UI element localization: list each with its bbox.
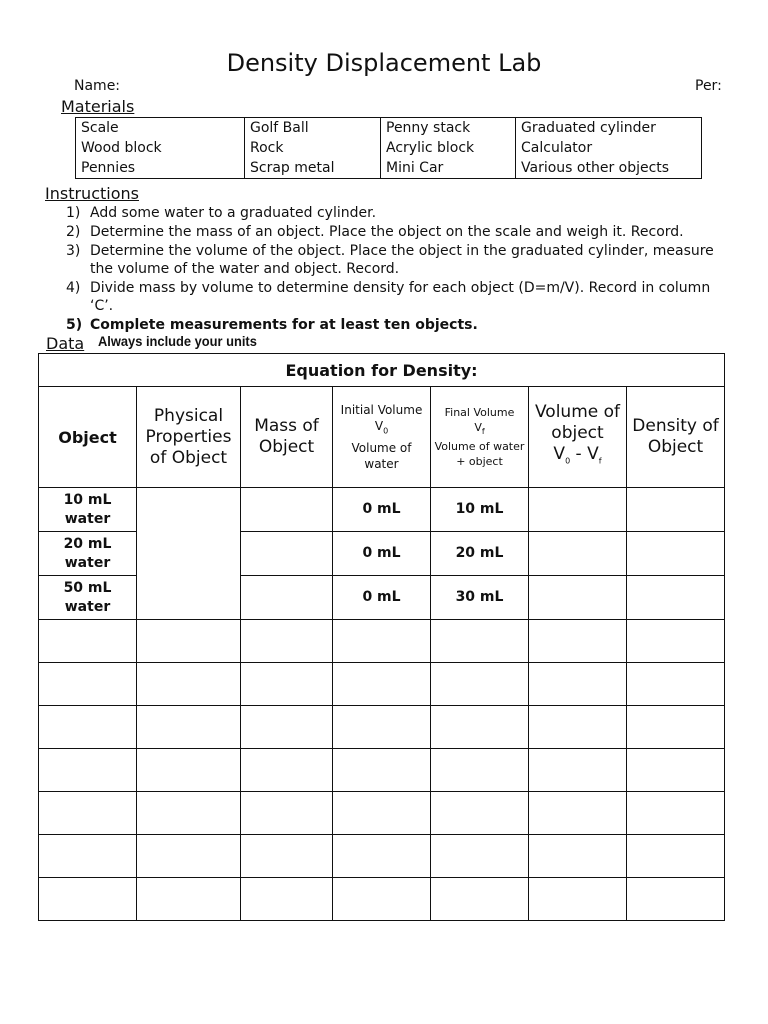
final-volume-cell[interactable]: [431, 792, 529, 835]
object-volume-cell[interactable]: [529, 792, 627, 835]
instruction-step: [66, 279, 716, 315]
step-text: Complete measurements for at least ten objects.: [90, 317, 478, 333]
materials-column-1: [76, 118, 245, 179]
step-text: Divide mass by volume to determine density for each object (D=m/V). Record in column ‘C’.: [90, 280, 711, 314]
mass-cell[interactable]: [241, 576, 333, 620]
table-row: [39, 706, 725, 749]
object-volume-cell[interactable]: [529, 488, 627, 532]
density-cell[interactable]: [627, 663, 725, 706]
instruction-step: [66, 204, 716, 222]
units-note: Always include your units: [98, 333, 257, 349]
object-cell: 20 mL water: [39, 532, 137, 576]
initial-volume-cell[interactable]: [333, 706, 431, 749]
material-item: Acrylic block: [386, 140, 475, 156]
materials-column-3: [381, 118, 516, 179]
material-item: Penny stack: [386, 120, 471, 136]
step-text: Determine the mass of an object. Place the object on the scale and weigh it. Record.: [90, 224, 684, 240]
instruction-step: [66, 242, 716, 278]
step-number: 4): [66, 280, 81, 296]
material-item: Rock: [250, 140, 284, 156]
physical-properties-cell[interactable]: [137, 878, 241, 921]
data-heading: Data: [46, 334, 85, 353]
final-volume-cell: 20 mL: [431, 532, 529, 576]
final-volume-cell: 30 mL: [431, 576, 529, 620]
density-cell[interactable]: [627, 835, 725, 878]
initial-volume-desc: Volume of water: [351, 440, 412, 471]
page-title: Density Displacement Lab: [226, 49, 542, 77]
object-cell[interactable]: [39, 878, 137, 921]
physical-properties-cell[interactable]: [137, 706, 241, 749]
mass-cell[interactable]: [241, 792, 333, 835]
materials-table: [75, 117, 702, 179]
object-volume-cell[interactable]: [529, 620, 627, 663]
final-volume-symbol: $V_f$: [474, 420, 485, 437]
object-header: Object: [39, 387, 137, 488]
mass-cell[interactable]: [241, 749, 333, 792]
density-equation-cell[interactable]: Equation for Density:: [39, 354, 725, 387]
density-header: Density of Object: [627, 387, 725, 488]
physical-properties-cell[interactable]: [137, 792, 241, 835]
object-volume-cell[interactable]: [529, 663, 627, 706]
density-cell[interactable]: [627, 878, 725, 921]
material-item: Various other objects: [521, 160, 670, 176]
physical-properties-cell[interactable]: [137, 620, 241, 663]
density-cell[interactable]: [627, 576, 725, 620]
mass-cell[interactable]: [241, 620, 333, 663]
mass-cell[interactable]: [241, 878, 333, 921]
material-item: Wood block: [81, 140, 162, 156]
table-row: [39, 663, 725, 706]
object-volume-cell[interactable]: [529, 532, 627, 576]
initial-volume-label: Initial Volume: [340, 403, 423, 418]
step-text: Add some water to a graduated cylinder.: [90, 205, 377, 221]
density-cell[interactable]: [627, 749, 725, 792]
object-volume-header: [529, 387, 627, 488]
step-number: 3): [66, 243, 81, 259]
initial-volume-header: [333, 387, 431, 488]
object-cell: 10 mL water: [39, 488, 137, 532]
object-cell[interactable]: [39, 792, 137, 835]
final-volume-cell[interactable]: [431, 706, 529, 749]
table-row: [39, 878, 725, 921]
object-volume-formula: $V_0 - V_f$: [553, 444, 602, 466]
instruction-step: [66, 316, 716, 334]
materials-column-4: [516, 118, 702, 179]
physical-properties-cell[interactable]: [137, 835, 241, 878]
table-row: [39, 620, 725, 663]
final-volume-cell[interactable]: [431, 749, 529, 792]
object-cell[interactable]: [39, 749, 137, 792]
instructions-heading: Instructions: [45, 184, 139, 203]
initial-volume-cell[interactable]: [333, 749, 431, 792]
final-volume-cell[interactable]: [431, 663, 529, 706]
object-cell[interactable]: [39, 835, 137, 878]
table-row: [39, 835, 725, 878]
initial-volume-symbol: $V_0$: [374, 419, 389, 436]
initial-volume-cell[interactable]: [333, 663, 431, 706]
initial-volume-cell[interactable]: [333, 620, 431, 663]
initial-volume-cell[interactable]: [333, 835, 431, 878]
physical-properties-cell[interactable]: [137, 749, 241, 792]
material-item: Graduated cylinder: [521, 120, 656, 136]
initial-volume-cell: 0 mL: [333, 532, 431, 576]
material-item: Calculator: [521, 140, 593, 156]
density-cell[interactable]: [627, 706, 725, 749]
mass-cell[interactable]: [241, 532, 333, 576]
table-row: [39, 792, 725, 835]
density-cell[interactable]: [627, 620, 725, 663]
material-item: Pennies: [81, 160, 136, 176]
material-item: Scale: [81, 120, 119, 136]
mass-cell[interactable]: [241, 488, 333, 532]
step-text: Determine the volume of the object. Place the object in the graduated cylinder, measure the volume of the water and object. Record.: [90, 243, 714, 277]
final-volume-label: Final Volume: [444, 405, 515, 419]
material-item: Scrap metal: [250, 160, 335, 176]
step-number: 2): [66, 224, 81, 240]
mass-cell[interactable]: [241, 706, 333, 749]
physical-properties-cell[interactable]: [137, 663, 241, 706]
object-cell[interactable]: [39, 706, 137, 749]
object-volume-cell[interactable]: [529, 835, 627, 878]
physical-properties-header: Physical Properties of Object: [137, 387, 241, 488]
mass-header: Mass of Object: [241, 387, 333, 488]
initial-volume-cell[interactable]: [333, 878, 431, 921]
initial-volume-cell[interactable]: [333, 792, 431, 835]
object-volume-cell[interactable]: [529, 878, 627, 921]
physical-properties-cell[interactable]: [137, 488, 241, 620]
final-volume-desc: Volume of water + object: [434, 440, 525, 469]
density-cell[interactable]: [627, 792, 725, 835]
final-volume-cell[interactable]: [431, 620, 529, 663]
object-volume-cell[interactable]: [529, 749, 627, 792]
period-label: Per:: [695, 78, 722, 94]
object-cell[interactable]: [39, 620, 137, 663]
step-number: 1): [66, 205, 81, 221]
final-volume-cell[interactable]: [431, 878, 529, 921]
final-volume-header: [431, 387, 529, 488]
instruction-step: [66, 223, 716, 241]
mass-cell[interactable]: [241, 663, 333, 706]
mass-cell[interactable]: [241, 835, 333, 878]
materials-column-2: [245, 118, 381, 179]
table-row: [39, 488, 725, 532]
object-cell[interactable]: [39, 663, 137, 706]
data-table: [38, 353, 725, 921]
object-volume-label: Volume of object: [534, 402, 621, 444]
initial-volume-cell: 0 mL: [333, 576, 431, 620]
object-cell: 50 mL water: [39, 576, 137, 620]
material-item: Mini Car: [386, 160, 444, 176]
material-item: Golf Ball: [250, 120, 309, 136]
table-row: [39, 749, 725, 792]
step-number: 5): [66, 317, 83, 333]
density-cell[interactable]: [627, 532, 725, 576]
density-cell[interactable]: [627, 488, 725, 532]
final-volume-cell[interactable]: [431, 835, 529, 878]
initial-volume-cell: 0 mL: [333, 488, 431, 532]
object-volume-cell[interactable]: [529, 706, 627, 749]
name-label: Name:: [74, 78, 121, 94]
object-volume-cell[interactable]: [529, 576, 627, 620]
final-volume-cell: 10 mL: [431, 488, 529, 532]
materials-heading: Materials: [61, 97, 135, 116]
instructions-list: [66, 204, 716, 335]
